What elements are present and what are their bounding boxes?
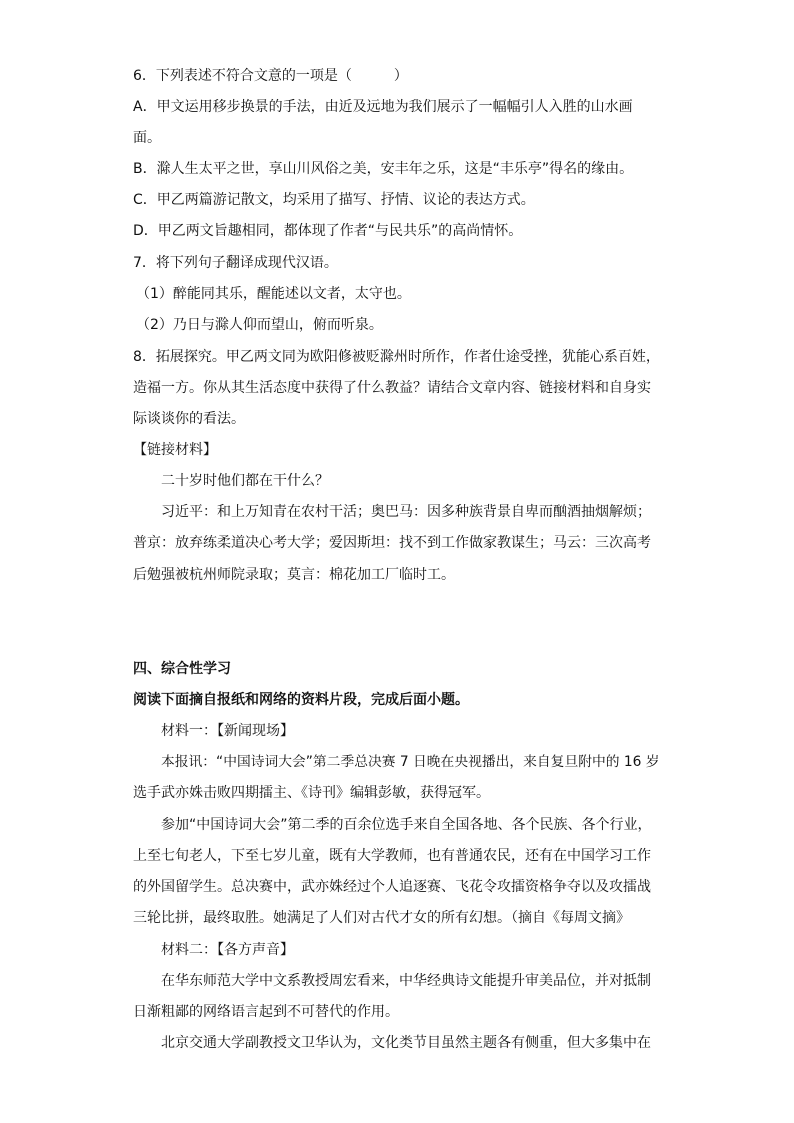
material-1-label: 材料一：【新闻现场】 bbox=[161, 723, 294, 739]
link-material-line-2: 普京：放弃练柔道决心考大学；爱因斯坦：找不到工作做家教谋生；马云：三次高考 bbox=[133, 535, 651, 551]
question-6-stem: 6．下列表述不符合文意的一项是（ ） bbox=[133, 68, 408, 84]
question-7-stem: 7．将下列句子翻译成现代汉语。 bbox=[133, 255, 338, 271]
material-1-paragraph-1-line-2: 选手武亦姝击败四期擂主、《诗刊》编辑彭敏，获得冠军。 bbox=[133, 785, 490, 801]
material-1-paragraph-2-line-1: 参加“中国诗词大会”第二季的百余位选手来自全国各地、各个民族、各个行业， bbox=[161, 817, 652, 833]
question-6-option-d: D．甲乙两文旨趣相同，都体现了作者“与民共乐”的高尚情怀。 bbox=[133, 223, 523, 239]
question-6-option-a: A．甲文运用移步换景的手法，由近及远地为我们展示了一幅幅引人入胜的山水画 bbox=[133, 99, 633, 115]
link-material-line-3: 后勉强被杭州师院录取；莫言：棉花加工厂临时工。 bbox=[133, 567, 455, 583]
link-material-line-1: 习近平：和上万知青在农村干活；奥巴马：因多种族背景自卑而酗酒抽烟解烦； bbox=[161, 504, 651, 520]
question-8-line-2: 造福一方。你从其生活态度中获得了什么教益？请结合文章内容、链接材料和自身实 bbox=[133, 380, 651, 396]
material-2-label: 材料二：【各方声音】 bbox=[161, 942, 294, 958]
question-6-option-c: C．甲乙两篇游记散文，均采用了描写、抒情、议论的表达方式。 bbox=[133, 192, 535, 208]
material-1-paragraph-2-line-3: 的外国留学生。总决赛中，武亦姝经过个人追逐赛、飞花令攻擂资格争夺以及攻擂战 bbox=[133, 879, 651, 895]
material-1-paragraph-2-line-2: 上至七旬老人，下至七岁儿童，既有大学教师，也有普通农民，还有在中国学习工作 bbox=[133, 848, 651, 864]
link-material-question: 二十岁时他们都在干什么？ bbox=[161, 473, 329, 489]
question-8-line-1: 8．拓展探究。甲乙两文同为欧阳修被贬滁州时所作，作者仕途受挫，犹能心系百姓， bbox=[133, 349, 660, 365]
material-1-paragraph-1-line-1: 本报讯：“中国诗词大会”第二季总决赛 7 日晚在央视播出，来自复旦附中的 16 岁 bbox=[161, 754, 660, 770]
question-8-line-3: 际谈谈你的看法。 bbox=[133, 411, 245, 427]
material-2-paragraph-1-line-1: 在华东师范大学中文系教授周宏看来，中华经典诗文能提升审美品位，并对抵制 bbox=[161, 973, 651, 989]
section-4-instruction: 阅读下面摘自报纸和网络的资料片段，完成后面小题。 bbox=[133, 692, 469, 708]
section-4-title: 四、综合性学习 bbox=[133, 661, 231, 677]
question-6-option-b: B．滁人生太平之世，享山川风俗之美，安丰年之乐，这是“丰乐亭”得名的缘由。 bbox=[133, 161, 634, 177]
material-2-paragraph-2-line-1: 北京交通大学副教授文卫华认为，文化类节目虽然主题各有侧重，但大多集中在 bbox=[161, 1035, 651, 1051]
link-material-heading: 【链接材料】 bbox=[133, 442, 217, 458]
material-2-paragraph-1-line-2: 日渐粗鄙的网络语言起到不可替代的作用。 bbox=[133, 1004, 399, 1020]
question-7-item-2: （2）乃日与滁人仰而望山，俯而听泉。 bbox=[136, 317, 383, 333]
question-7-item-1: （1）醉能同其乐，醒能述以文者，太守也。 bbox=[136, 286, 411, 302]
material-1-paragraph-2-line-4: 三轮比拼，最终取胜。她满足了人们对古代才女的所有幻想。（摘自《每周文摘》 bbox=[133, 910, 630, 926]
question-6-option-a-continued: 面。 bbox=[133, 130, 161, 146]
